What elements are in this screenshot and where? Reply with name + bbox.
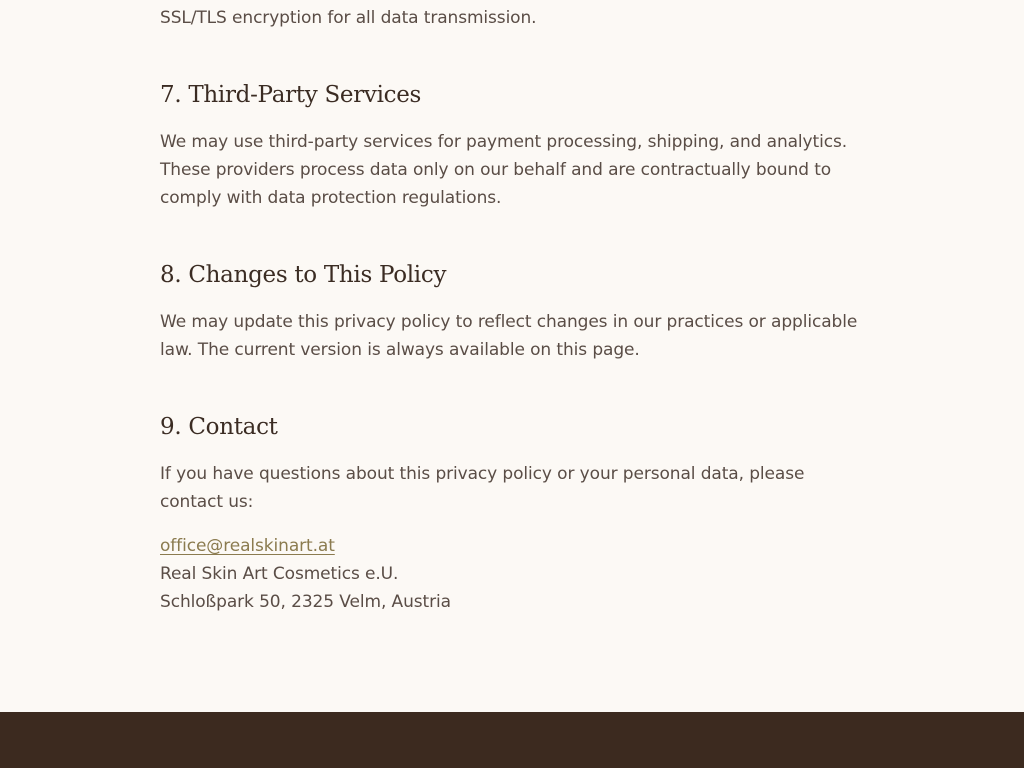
section-9-title: 9. Contact	[160, 414, 278, 440]
section-7-body-line-3: comply with data protection regulations.	[160, 188, 502, 208]
section-7-body-line-1: We may use third-party services for payment processing, shipping, and analytics.	[160, 132, 848, 152]
company-name: Real Skin Art Cosmetics e.U.	[160, 564, 399, 584]
section-8-body-line-1: We may update this privacy policy to reflect changes in our practices or applicable	[160, 312, 858, 332]
contact-email-link[interactable]: office@realskinart.at	[160, 536, 335, 556]
section-7-body-line-2: These providers process data only on our behalf and are contractually bound to	[160, 160, 832, 180]
company-address: Schloßpark 50, 2325 Velm, Austria	[160, 592, 451, 612]
section-9-body-line-2: contact us:	[160, 492, 254, 512]
section-8-title: 8. Changes to This Policy	[160, 262, 447, 288]
site-footer	[0, 712, 1024, 768]
encryption-text: SSL/TLS encryption for all data transmission.	[160, 8, 537, 28]
section-7-title: 7. Third-Party Services	[160, 82, 422, 108]
section-9-body-line-1: If you have questions about this privacy policy or your personal data, please	[160, 464, 805, 484]
section-8-body-line-2: law. The current version is always available on this page.	[160, 340, 640, 360]
